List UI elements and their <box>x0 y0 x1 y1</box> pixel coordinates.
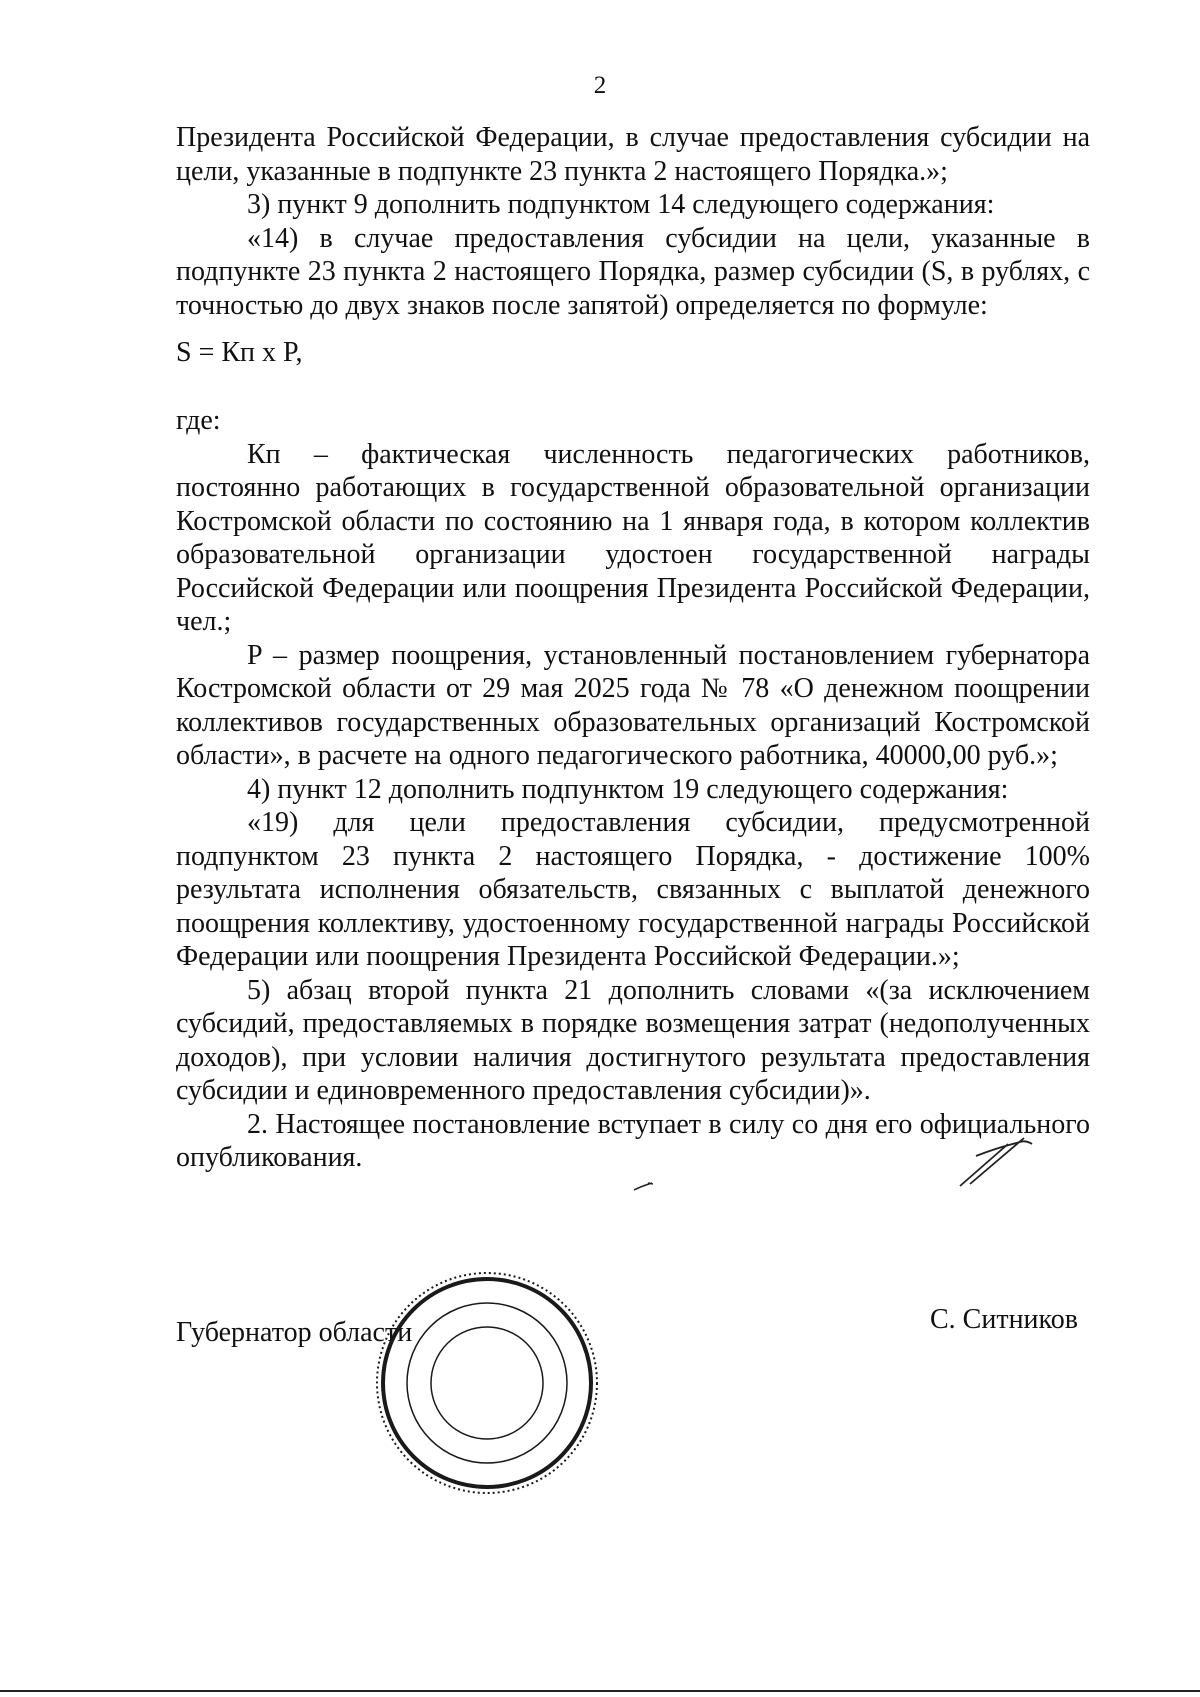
paragraph-definition-kp: Кп – фактическая численность педагогических работников, постоянно работающих в государственной образовательной организации Костромской области по состоянию на 1 января года, в котором коллектив образовательной организации удостоен государственной награды Российской Федерации или поощрения Президента Российской Федерации, чел.; <box>176 438 1090 637</box>
official-seal-stamp <box>372 1268 602 1498</box>
paragraph-item-5: 5) абзац второй пункта 21 дополнить словами «(за исключением субсидий, предоставляемых в порядке возмещения затрат (недополученных доходов), при условии наличия достигнутого результата предоставления субсидии и единовременного предоставления субсидии)». <box>176 974 1090 1106</box>
page-number: 2 <box>593 72 607 99</box>
paragraph-subitem-14: «14) в случае предоставления субсидии на цели, указанные в подпункте 23 пункта 2 настоящего Порядка, размер субсидии (S, в рублях, с точностью до двух знаков после запятой) определяется по формуле: <box>176 222 1090 321</box>
pen-tick-mark <box>632 1180 656 1194</box>
formula: S = Кп x P, <box>176 337 303 368</box>
paragraph-subitem-19: «19) для цели предоставления субсидии, предусмотренной подпунктом 23 пункта 2 настоящего Порядка, - достижение 100% результата исполнения обязательств, связанных с выплатой денежного поощрения коллективу, удостоенному государственной награды Российской Федерации или поощрения Президента Российской Федерации.»; <box>176 807 1090 972</box>
handwritten-initials <box>956 1130 1036 1190</box>
signature-position: Губернатор области <box>176 1317 413 1348</box>
paragraph-definition-p: P – размер поощрения, установленный постановлением губернатора Костромской области от 29 мая 2025 года № 78 «О денежном поощрении коллективов государственных образовательных организаций Костромской области», в расчете на одного педагогического работника, 40000,00 руб.»; <box>176 639 1090 771</box>
signature-name: С. Ситников <box>930 1304 1078 1335</box>
paragraph-item-4: 4) пункт 12 дополнить подпунктом 19 следующего содержания: <box>247 773 1009 805</box>
paragraph-item-3: 3) пункт 9 дополнить подпунктом 14 следующего содержания: <box>247 189 995 220</box>
paragraph-effective-date: 2. Настоящее постановление вступает в силу со дня его официального опубликования. <box>176 1108 1090 1173</box>
paragraph-where: где: <box>176 405 221 436</box>
paragraph-continuation: Президента Российской Федерации, в случае предоставления субсидии на цели, указанные в подпункте 23 пункта 2 настоящего Порядка.»; <box>176 122 1090 187</box>
page-bottom-edge <box>0 1690 1200 1692</box>
document-body <box>176 121 1090 1175</box>
